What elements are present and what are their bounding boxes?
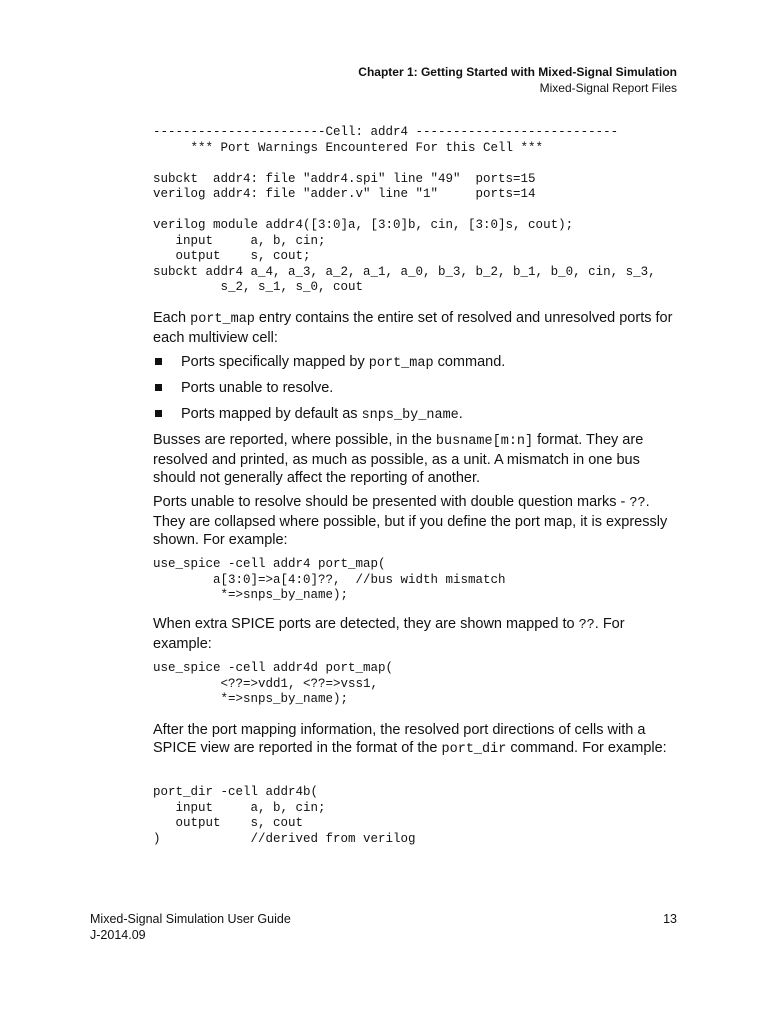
section-title: Mixed-Signal Report Files (539, 81, 677, 95)
bullet-square-icon (155, 358, 162, 365)
paragraph-unresolved-ports: Ports unable to resolve should be presented with double question marks - ??. They are collapsed where possible, but if you define the port map, it is expressly shown. For example: (153, 494, 668, 548)
bullet-square-icon (155, 410, 162, 417)
paragraph-busses: Busses are reported, where possible, in the busname[m:n] format. They are resolved and printed, as much as possible, as a unit. A mismatch in one bus should not generally affect the reporting of another. (153, 432, 644, 486)
footer-guide-title: Mixed-Signal Simulation User Guide (90, 912, 291, 926)
paragraph-port-directions: After the port mapping information, the resolved port directions of cells with a SPICE view are reported in the format of the port_dir command. For example: (153, 722, 667, 757)
paragraph-extra-spice-ports: When extra SPICE ports are detected, they are shown mapped to ??. For example: (153, 616, 625, 652)
inline-code: port_map (190, 312, 255, 327)
code-block-port-dir-example: port_dir -cell addr4b( input a, b, cin; output s, cout ) //derived from verilog (153, 785, 416, 846)
page-number: 13 (663, 912, 677, 926)
paragraph-port-map: Each port_map entry contains the entire set of resolved and unresolved ports for each multiview cell: (153, 310, 673, 346)
inline-code: ?? (578, 618, 595, 633)
bullet-square-icon (155, 384, 162, 391)
inline-code: port_dir (441, 742, 507, 757)
footer-version: J-2014.09 (90, 928, 146, 942)
footer-left (90, 911, 291, 943)
chapter-title: Chapter 1: Getting Started with Mixed-Signal Simulation (358, 65, 677, 79)
code-block-addr4d-example: use_spice -cell addr4d port_map( <??=>vdd1, <??=>vss1, *=>snps_by_name); (153, 661, 394, 706)
page-header (358, 64, 677, 96)
code-block-port-map-example: use_spice -cell addr4 port_map( a[3:0]=>a[4:0]??, //bus width mismatch *=>snps_by_name); (153, 557, 506, 602)
code-block-cell-report: -----------------------Cell: addr4 --------------------------- *** Port Warnings Encountered For this Cell *** subckt addr4: file "addr4.spi" line "49" ports=15 verilog addr4: file "adder.v" line "1" ports=14 verilog module addr4([3:0]a, [3:0]b, cin, [3:0]s, cout); input a, b, cin; output s, cout; subckt addr4 a_4, a_3, a_2, a_1, a_0, b_3, b_2, b_1, b_0, cin, s_3, s_2, s_1, s_0, cout (153, 125, 656, 294)
inline-code: ?? (629, 496, 646, 511)
inline-code: busname[m:n] (435, 434, 534, 449)
